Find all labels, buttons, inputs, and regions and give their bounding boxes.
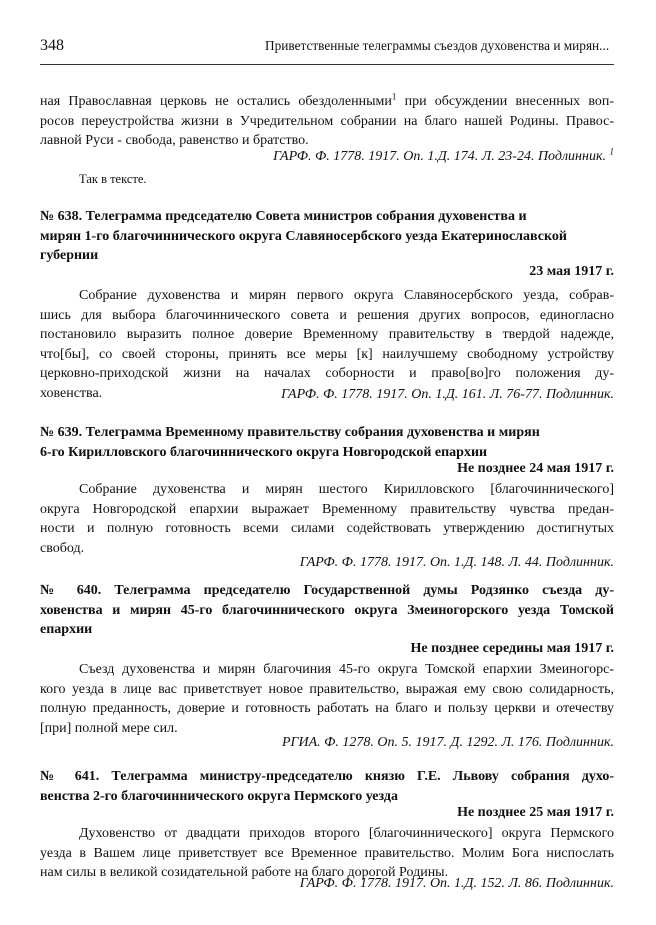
doc-639-date: Не позднее 24 мая 1917 г. (457, 461, 614, 476)
body-line: округа Новгородской епархии выражает Временному правительству чувства предан- (40, 501, 614, 517)
footnote-mark: 1 (391, 91, 397, 102)
body-line: Съезд духовенства и мирян благочиния 45-го округа Томской епархии Змеиногорс- (79, 662, 614, 677)
intro-line: ная Православная церковь не остались обездоленными$^1$ при обсуждении внесенных воп- (40, 91, 615, 109)
body-line: шись для выбора благочиннического совета и решения других вопросов, единогласно (40, 307, 614, 323)
running-title: Приветственные телеграммы съездов духовенства и мирян... (265, 38, 610, 53)
page-number: 348 (40, 37, 64, 54)
doc-640-body (40, 660, 614, 738)
heading-line: № 639. Телеграмма Временному правительству собрания духовенства и мирян (40, 425, 540, 440)
body-line: Духовенство от двадцати приходов второго [благочиннического] округа Пермского (79, 826, 614, 841)
body-line: постановило выразить полное доверие Временному правительству в твердой надежде, (40, 327, 614, 342)
heading-line: № 640. Телеграмма председателю Государственной думы Родзянко съезда ду- (40, 583, 614, 598)
doc-640-citation: РГИА. Ф. 1278. Оп. 5. 1917. Д. 1292. Л. 176. Подлинник. (282, 735, 614, 750)
doc-640-date: Не позднее середины мая 1917 г. (410, 641, 614, 656)
body-line: Собрание духовенства и мирян шестого Кирилловского [благочиннического] (79, 482, 614, 497)
body-line: церковно-приходской жизни на началах соборности и право[во]го положения ду- (40, 366, 614, 381)
doc-640-heading (40, 581, 614, 640)
doc-639-citation: ГАРФ. Ф. 1778. 1917. Оп. 1.Д. 148. Л. 44. Подлинник. (299, 555, 614, 570)
heading-line: мирян 1-го благочиннического округа Славяносербского уезда Екатеринославской (40, 228, 567, 244)
body-line: [при] полной мере сил. (40, 720, 178, 736)
body-line: свобод. (40, 540, 85, 556)
body-line: ховенства. (40, 385, 103, 401)
body-line: нам силы в великой созидательной работе на благо дорогой Родины. (40, 865, 449, 880)
heading-line: № 641. Телеграмма министру-председателю князю Г.Е. Львову собрания духо- (40, 769, 614, 784)
doc-639-heading (40, 423, 614, 462)
intro-line: росов переустройства жизни в Учредительном собрании на благо нашей Родины. Правос- (40, 113, 614, 129)
heading-line: ховенства и мирян 45-го благочиннического округа Змеиногорского уезда Томской (40, 602, 614, 618)
intro-line: лавной Руси - свобода, равенство и братство. (40, 133, 309, 148)
heading-line: № 638. Телеграмма председателю Совета министров собрания духовенства и (40, 209, 527, 224)
doc-638-date: 23 мая 1917 г. (529, 264, 614, 279)
footnote-text: Так в тексте. (79, 172, 147, 186)
citation-footnote-mark: 1 (609, 146, 614, 157)
doc-641-heading (40, 767, 614, 806)
body-line: Собрание духовенства и мирян первого округа Славяносербского уезда, собрав- (79, 288, 614, 303)
body-line: уезда в Вашем лице приветствует все Временное правительство. Молим Бога ниспослать (40, 845, 614, 861)
heading-line: губернии (40, 248, 99, 263)
doc-638-citation: ГАРФ. Ф. 1778. 1917. Оп. 1.Д. 161. Л. 76-77. Подлинник. (281, 387, 614, 402)
heading-line: венства 2-го благочиннического округа Пермского уезда (40, 788, 398, 804)
heading-line: епархии (40, 622, 93, 637)
body-line: ности и полную готовность всеми силами содействовать утверждению достигнутых (40, 521, 614, 536)
header-rule (40, 64, 614, 65)
intro-paragraph (40, 92, 614, 151)
doc-638-heading (40, 207, 614, 266)
doc-641-citation: ГАРФ. Ф. 1778. 1917. Оп. 1.Д. 152. Л. 86. Подлинник. (299, 876, 614, 891)
doc-638-body (40, 286, 614, 403)
intro-citation: ГАРФ. Ф. 1778. 1917. Оп. 1.Д. 174. Л. 23-24. Подлинник. $^1$ (273, 146, 614, 164)
doc-641-body (40, 824, 614, 883)
body-line: полную преданность, доверие и готовность работать на благо и пользу церкви и отечеству (40, 701, 614, 716)
doc-641-date: Не позднее 25 мая 1917 г. (457, 805, 614, 820)
heading-line: 6-го Кирилловского благочиннического округа Новгородской епархии (40, 444, 488, 460)
doc-639-body (40, 480, 614, 558)
body-line: что[бы], со своей стороны, принять все меры [к] наилучшему свободному устройству (40, 346, 614, 362)
body-line: кого уезда в лице вас приветствует новое правительство, выражая ему свою солидарность, (40, 681, 614, 697)
